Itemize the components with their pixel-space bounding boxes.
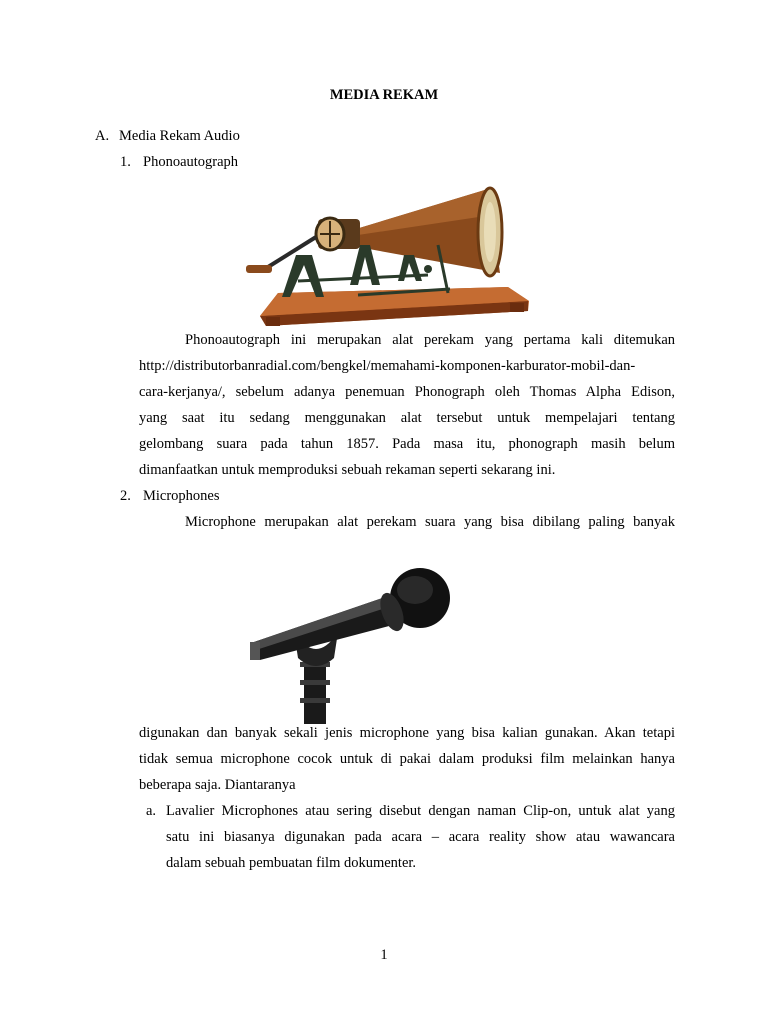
paragraph-line: cara-kerjanya/, sebelum adanya penemuan Phonograph oleh Thomas Alpha Edison, [139,384,675,400]
item-1-marker: 1. [120,154,131,170]
item-1-heading: Phonoautograph [143,154,239,170]
list-item-line: Lavalier Microphones atau sering disebut dengan naman Clip-on, untuk alat yang [166,803,675,819]
page-title: MEDIA REKAM [329,87,439,103]
section-a-marker: A. [95,128,110,144]
paragraph-line: tidak semua microphone cocok untuk di pakai dalam produksi film melainkan hanya [139,751,675,767]
page-number: 1 [380,947,388,963]
microphone-image [250,562,454,724]
phonoautograph-image [238,185,532,331]
paragraph-line: Phonoautograph ini merupakan alat perekam yang pertama kali ditemukan [185,332,675,348]
paragraph-line: yang saat itu sedang menggunakan alat tersebut untuk mempelajari tentang [139,410,675,426]
item-2-marker: 2. [120,488,131,504]
section-a-heading: Media Rekam Audio [119,128,240,144]
list-item-line: satu ini biasanya digunakan pada acara – acara reality show atau wawancara [166,829,675,845]
paragraph-line: gelombang suara pada tahun 1857. Pada masa itu, phonograph masih belum [139,436,675,452]
paragraph-line: beberapa saja. Diantaranya [139,777,296,793]
item-a-marker: a. [146,803,157,819]
list-item-line: dalam sebuah pembuatan film dokumenter. [166,855,417,871]
paragraph-line: http://distributorbanradial.com/bengkel/memahami-komponen-karburator-mobil-dan- [139,358,636,374]
paragraph-line: dimanfaatkan untuk memproduksi sebuah rekaman seperti sekarang ini. [139,462,556,478]
paragraph-line: Microphone merupakan alat perekam suara yang bisa dibilang paling banyak [185,514,675,530]
paragraph-line: digunakan dan banyak sekali jenis microphone yang bisa kalian gunakan. Akan tetapi [139,725,675,741]
item-2-heading: Microphones [143,488,220,504]
